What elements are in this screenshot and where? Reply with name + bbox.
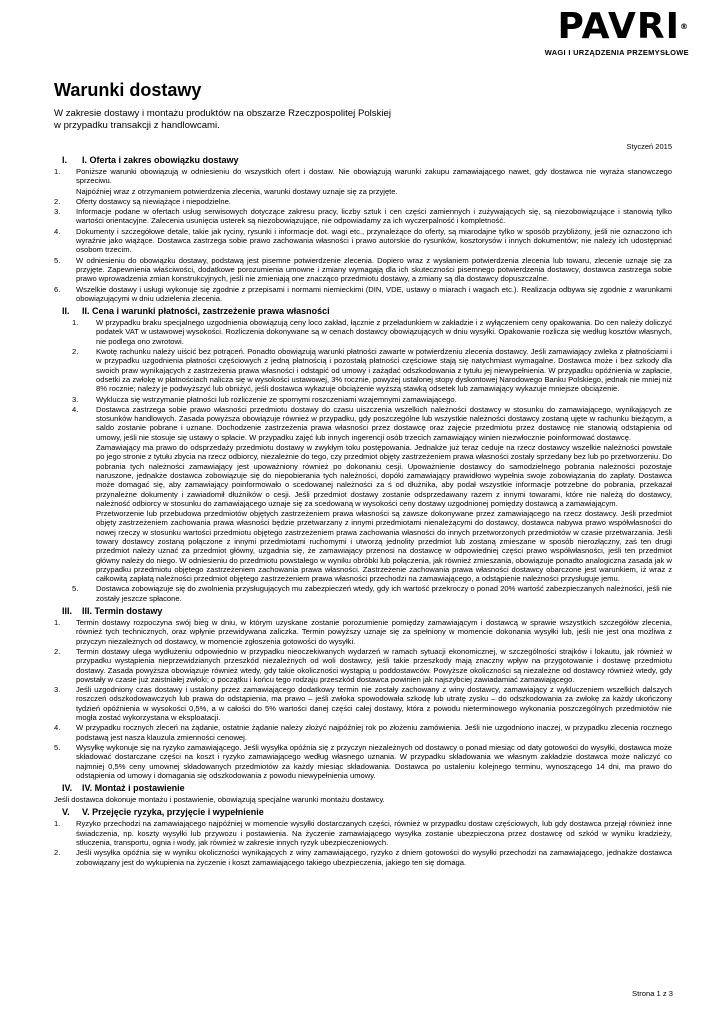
list-item <box>54 395 672 404</box>
list-item <box>54 584 672 603</box>
item-text: Oferty dostawcy są niewiążące i niepodzielne. <box>76 196 231 206</box>
list-item <box>54 848 672 867</box>
item-number: 1. <box>54 167 61 176</box>
section-heading-2 <box>54 306 672 316</box>
section-title: III. Termin dostawy <box>82 606 163 617</box>
item-text: Wszelkie dostawy i usługi wykonuje się zgodnie z przepisami i normami niemieckimi (DIN, VDE, ustawy o miarach i wagach etc.). Realizacja odbywa się zgodnie z warunkami obowiązującymi w dniu udzielenia zlecenia. <box>76 284 672 303</box>
item-number: 1. <box>54 618 61 628</box>
list-item <box>54 618 672 646</box>
list-item <box>54 318 672 346</box>
document-date: Styczeń 2015 <box>626 142 672 151</box>
item-text: Dostawca zastrzega sobie prawo własności przedmiotu dostawy do czasu uiszczenia wszelkich należności dostawcy w stosunku do zamawiającego, wynikających ze stosunków handlowych. Zasada powyższa obowiązuje również w przypadku, gdy poszczególne lub wszystkie należności dostawcy zostaną ujęte w rachunku bieżącym, a saldo zostanie pobrane i uznane. Dochodzenie zastrzeżenia prawa własności przez dostawcę oraz zajęcie przedmiotu przez dostawcę nie stanowią odstąpienia od umowy, jeśli nie stosuje się ustawy o spłacie. W przypadku zajęć lub innych ingerencji osób trzecich zamawiający winien niezwłocznie poinformować dostawcę. <box>96 404 672 442</box>
section-number: V. <box>62 807 70 818</box>
logo-word: PAVRI <box>557 6 680 47</box>
item-number <box>54 509 96 583</box>
logo-tagline: WAGI I URZĄDZENIA PRZEMYSŁOWE <box>544 48 689 57</box>
list-item <box>54 723 672 742</box>
section-title: II. Cena i warunki płatności, zastrzeżenie prawa własności <box>82 306 330 317</box>
subtitle-line-2: w przypadku transakcji z handlowcami. <box>54 120 220 131</box>
section-1-list <box>54 167 672 303</box>
item-number: 5. <box>72 584 79 594</box>
item-text: Najpóźniej wraz z otrzymaniem potwierdzenia zlecenia, warunki dostawy uznaje się za przyjęte. <box>76 186 398 196</box>
list-item <box>54 347 672 393</box>
item-text: Dokumenty i szczegółowe detale, takie jak ryciny, rysunki i informacje dot. wagi etc., przynależące do oferty, są miarodajne tylko w sposób przybliżony, jeśli nie oznaczono ich wyraźnie jako wiążące. Dostawca zastrzega sobie prawo zachowania własności i prawo autorskie do rysunków, kosztorysów i innych dokumentów; nie należy ich udostępniać osobom trzecim. <box>76 226 672 255</box>
list-item <box>54 167 672 186</box>
list-item <box>54 819 672 847</box>
list-item <box>54 197 672 206</box>
section-heading-3 <box>54 606 672 616</box>
subtitle-line-1: W zakresie dostawy i montażu produktów na obszarze Rzeczpospolitej Polskiej <box>54 108 391 119</box>
item-number: 1. <box>54 819 61 829</box>
section-title: V. Przejęcie ryzyka, przyjęcie i wypełnienie <box>82 807 264 818</box>
list-item <box>54 187 672 196</box>
item-number: 6. <box>54 284 61 294</box>
item-number: 3. <box>54 207 61 217</box>
section-number: IV. <box>62 783 73 794</box>
list-item <box>54 227 672 255</box>
item-text: Ryzyko przechodzi na zamawiającego najpóźniej w momencie wysyłki dostarczanych części, również w przypadku dostaw częściowych, lub gdy dostawca przejął również inne świadczenia, np. koszty wysyłki lub przywozu i postawienia. Na życzenie zamawiającego wysyłka zostanie ubezpieczona przez dostawcę od szkód w wyniku kradzieży, stłuczenia, transportu, ognia i wody, jak również w zakresie innych ryzyk ubezpieczeniowych. <box>76 819 672 847</box>
item-number: 2. <box>54 646 61 656</box>
item-number: 1. <box>72 318 79 328</box>
section-number: III. <box>62 606 73 617</box>
item-text: Wyklucza się wstrzymanie płatności lub rozliczenie ze spornymi roszczeniami wzajemnymi zamawiającego. <box>96 394 457 404</box>
item-text: Jeśli uzgodniony czas dostawy i ustalony przez zamawiającego dodatkowy termin nie zostały zachowany z winy dostawcy, zamawiający z wykluczeniem wszelkich dalszych roszczeń odszkodowawczych lub prawa do odstąpienia, ma prawo – jeśli zwłoka spowodowała szkodę lub utratę zysku – do odszkodowania za zwłokę za każdy ukończony tydzień opóźnienia w wysokości 0,5%, a w całości do 5% wartości danej części całej dostawy, która z powodu nieterminowego wykonania poszczególnych przedmiotów nie mogła zostać wykorzystana w eksploatacji. <box>76 685 672 723</box>
item-text: W przypadku rocznych zleceń na żądanie, ostatnie żądanie należy złożyć najpóźniej rok po złożeniu zamówienia. Jeśli nie uzgodniono inaczej, w przypadku zlecenia rocznego podstawą jest nasza klauzula zmienności cenowej. <box>76 723 672 742</box>
section-4-text: Jeśli dostawca dokonuje montażu i postawienie, obowiązują specjalne warunki montażu dostawcy. <box>54 795 385 805</box>
item-number: 4. <box>72 404 79 414</box>
item-number: 2. <box>72 347 79 357</box>
logo-registered-mark: ® <box>680 22 689 31</box>
item-number <box>54 187 76 196</box>
item-text: Dostawca zobowiązuje się do zwolnienia przysługujących mu zabezpieczeń wtedy, gdy ich wartość przekroczy o ponad 20% wartość zabezpieczanych należności, jeśli nie zostały jeszcze spłacone. <box>96 584 672 603</box>
item-text: Informacje podane w ofertach usług serwisowych dotyczące zakresu pracy, liczby sztuk i cen części zamiennych i zużywających się, są niezobowiązujące i stanowią tylko wartości orientacyjne. Zalecenia usunięcia usterek są niezobowiązujące, nie odpowiadamy za ich wyczerpalność i kompletność. <box>76 207 672 226</box>
list-item <box>54 509 672 583</box>
item-text: Przetworzenie lub przebudowa przedmiotów objętych zastrzeżeniem prawa własności są zawsze dokonywane przez zamawiającego na rzecz dostawcy. Jeśli przedmiot objęty zastrzeżeniem zachowania prawa własności będzie przetwarzany z innymi przedmiotami nienależącymi do dostawcy, dostawca nabywa prawo współwłasności do nowej rzeczy w stosunku wartości przedmiotu objętego zastrzeżeniem prawa zachowania własności do innych przetworzonych przedmiotów w czasie przetwarzania. Jeśli towary dostawcy zostaną połączone z innymi przedmiotami ruchomymi i utworzą jednolity przedmiot lub zostaną zmieszane w sposób nierozłączny, zaś ten drugi przedmiot należy uznać za przedmiot główny, uzgadnia się, że zamawiający przenosi na dostawcę w odpowiedniej części prawo współwłasności, jeśli ten przedmiot główny należy do niego. W odniesieniu do przedmiotu powstałego w wyniku obróbki lub połączenia, jak również zmieszania, obowiązuje ponadto analogiczna zasada jak w przypadku przedmiotu objętego zastrzeżeniem zachowania prawa własności. Zastrzeżenie zachowania prawa własności dostawcy obarczone jest warunkiem, iż wraz z całkowitą zapłatą należności przedmiot objętego zastrzeżeniem prawa własności przechodzi na zamawiającego, a odstąpienie należności przysługuje jemu. <box>96 509 672 584</box>
item-text: Kwotę rachunku należy uiścić bez potrąceń. Ponadto obowiązują warunki płatności zawarte w potwierdzeniu zlecenia dostawcy. Jeśli zamawiający zwleka z płatnościami i w przypadku uzgodnienia płatności częściowych z jedną płatnością i pozostałą płatności częściowe stają się natychmiast wymagalne. Dostawca może i bez szkody dla swoich praw wynikających z zastrzeżenia prawa własności i odstąpić od umowy i zażądać odszkodowania z tytułu jej niewypełnienia. W przypadku opóźnienia w zapłacie, odsetki za zwłokę w płatnościach nalicza się w wysokości ustawowej, 3% rocznie, powyżej ustalonej stopy dyskontowej Narodowego Banku Polskiego, jednak nie mniej niż 8% rocznie; należy je podwyższyć lub obniżyć, jeśli dostawca wykazuje obciążenie wyższą stawką odsetek lub zamawiający wykazuje mniejsze obciążenie. <box>96 347 672 394</box>
item-number: 2. <box>54 196 61 206</box>
item-number: 3. <box>54 685 61 695</box>
list-item <box>54 207 672 226</box>
item-number: 5. <box>54 742 61 752</box>
company-logo <box>529 8 689 57</box>
list-item <box>54 285 672 304</box>
item-number: 4. <box>54 226 61 236</box>
item-number: 4. <box>54 723 61 733</box>
document-body <box>54 80 672 868</box>
section-5-list <box>54 819 672 866</box>
section-heading-4 <box>54 783 672 793</box>
item-number: 2. <box>54 848 61 858</box>
list-item <box>54 743 672 780</box>
list-item <box>54 685 672 722</box>
item-text: W przypadku braku specjalnego uzgodnienia obowiązują ceny loco zakład, łącznie z przeładunkiem w zakładzie i z wyłączeniem ceny opakowania. Do cen należy doliczyć podatek VAT w ustawowej wysokości. Rozliczenia dokonywane są w cenach dostawcy obowiązujących w dniu wysyłki. Opakowanie rozlicza się według kosztów własnych, nie podlega ono zwrotowi. <box>96 318 672 346</box>
item-number <box>54 443 96 508</box>
section-3-list <box>54 618 672 780</box>
item-text: Zamawiający ma prawo do odsprzedaży przedmiotu dostawy w zwykłym toku postępowania. Jednakże już teraz ceduje na rzecz dostawcy wszelkie należności powstałe po jego stronie z tytułu zbycia na rzecz odbiorcy, niezależnie do tego, czy przedmiot objęty zastrzeżeniem prawa własności zostały sprzedany bez lub po przetworzeniu. Do pobrania tych należności zamawiający jest upoważniony również po dokonaniu cesji. Upoważnienie dostawcy do samodzielnego pobrania należności pozostaje naruszone, jednakże dostawca zobowiązuje się do niepobierania tych należności, dopóki zamawiający prawidłowo wypełnia swoje zobowiązania do zapłaty. Dostawca może domagać się, aby zamawiający poinformowało o scedowanej należności za ś od dłużnika, aby podał wszystkie informacje potrzebne do pobrania, przekazał przynależne dokumenty i zawiadomił dłużników o cesji. Jeśli przedmiot dostawy zostanie odsprzedawany razem z innymi towarami, które nie należą do dostawcy, należność odbiorcy w stosunku do zamawiającego uznaje się za scedowaną w wysokości ceny dostawy uzgodnionej pomiędzy dostawcą a zamawiającym. <box>96 443 673 508</box>
item-text: Termin dostawy rozpoczyna swój bieg w dniu, w którym uzyskane zostanie porozumienie pomiędzy zamawiającym i dostawcą w sprawie wszystkich szczegółów zlecenia, również tych technicznych, oraz wpłynie przewidywana zaliczka. Termin powyższy uznaje się za spełniony w momencie dokonania wysyłki lub, jeśli nie jest ona możliwa z przyczyn niezależnych od dostawcy, w momencie zgłoszenia gotowości do wysyłki. <box>76 618 672 646</box>
list-item <box>54 256 672 284</box>
section-2-list <box>54 318 672 603</box>
item-number: 3. <box>72 394 79 404</box>
item-text: Poniższe warunki obowiązują w odniesieniu do wszystkich ofert i dostaw. Nie obowiązują warunki zakupu zamawiającego nawet, gdy dostawca nie wyraża stanowczego sprzeciwu. <box>76 167 672 186</box>
section-heading-5 <box>54 807 672 817</box>
item-text: Jeśli wysyłka opóźnia się w wyniku okoliczności wynikających z winy zamawiającego, ryzyko z dniem gotowości do wysyłki przechodzi na zamawiającego, jednakże dostawca zobowiązany jest do wykupienia na życzenie i koszt zamawiającego takiego ubezpieczenia, jakiego ten się domaga. <box>76 848 672 867</box>
section-title: IV. Montaż i postawienie <box>82 783 185 794</box>
page-title: Warunki dostawy <box>54 80 202 100</box>
item-text: Wysyłkę wykonuje się na ryzyko zamawiającego. Jeśli wysyłka opóźnia się z przyczyn niezależnych od dostawcy o ponad miesiąc od daty gotowości do wysyłki, dostawca może składować dostarczane części na koszt i ryzyko zamawiającego według własnego uznania. W przypadku składowania we własnym zakładzie dostawca może naliczyć co najmniej 0,5% ceny umownej składowanych przedmiotów za każdy miesiąc składowania. Dostawca po ustaleniu kolejnego terminu, wynoszącego 14 dni, ma prawo do odstąpienia od umowy i domagania się odszkodowania z powodu niewypełnienia umowy. <box>76 742 672 780</box>
item-number: 5. <box>54 255 61 265</box>
section-number: II. <box>62 306 70 317</box>
list-item <box>54 443 672 508</box>
item-text: W odniesieniu do obowiązku dostawy, podstawą jest pisemne potwierdzenie zlecenia. Dopiero wraz z wysłaniem potwierdzenia zlecenia lub towaru, zlecenie uznaje się za przyjęte. Zapewnienia właściwości, dodatkowe porozumienia umowne i zmiany wymagają dla ich skuteczności pisemnego potwierdzenia dostawcy, dostawca zastrzega sobie prawo wprowadzenia zmian konstrukcyjnych, jeśli nie zmieniają one znacząco przedmiotu dostawy, a zmiany są dla dostawcy dopuszczalne. <box>76 255 672 284</box>
section-heading-1 <box>54 155 672 165</box>
section-number: I. <box>62 155 68 165</box>
section-title: I. Oferta i zakres obowiązku dostawy <box>82 155 239 165</box>
item-text: Termin dostawy ulega wydłużeniu odpowiednio w przypadku nieoczekiwanych wydarzeń w ramach sytuacji ekonomicznej, w szczególności strajków i lokautu, jak również w przypadku wystąpienia nieprzewidzianych przeszkód niezależnych od woli dostawcy, jeśli takie przeszkody mają znaczny wpływ na przygotowanie i dostawę przedmiotu dostawy. Zasada powyższa obowiązuje również wtedy, gdy takie okoliczności wystąpią u poddostawców. Powyższe okoliczności są niezależne od dostawcy również wtedy, gdy powstały w czasie już zaistniałej zwłoki; o początku i końcu tego rodzaju przeszkód dostawca powinien jak najszybciej zawiadamiać zamawiającego. <box>76 646 672 684</box>
list-item <box>54 647 672 684</box>
list-item <box>54 405 672 442</box>
page-number: Strona 1 z 3 <box>632 989 673 998</box>
